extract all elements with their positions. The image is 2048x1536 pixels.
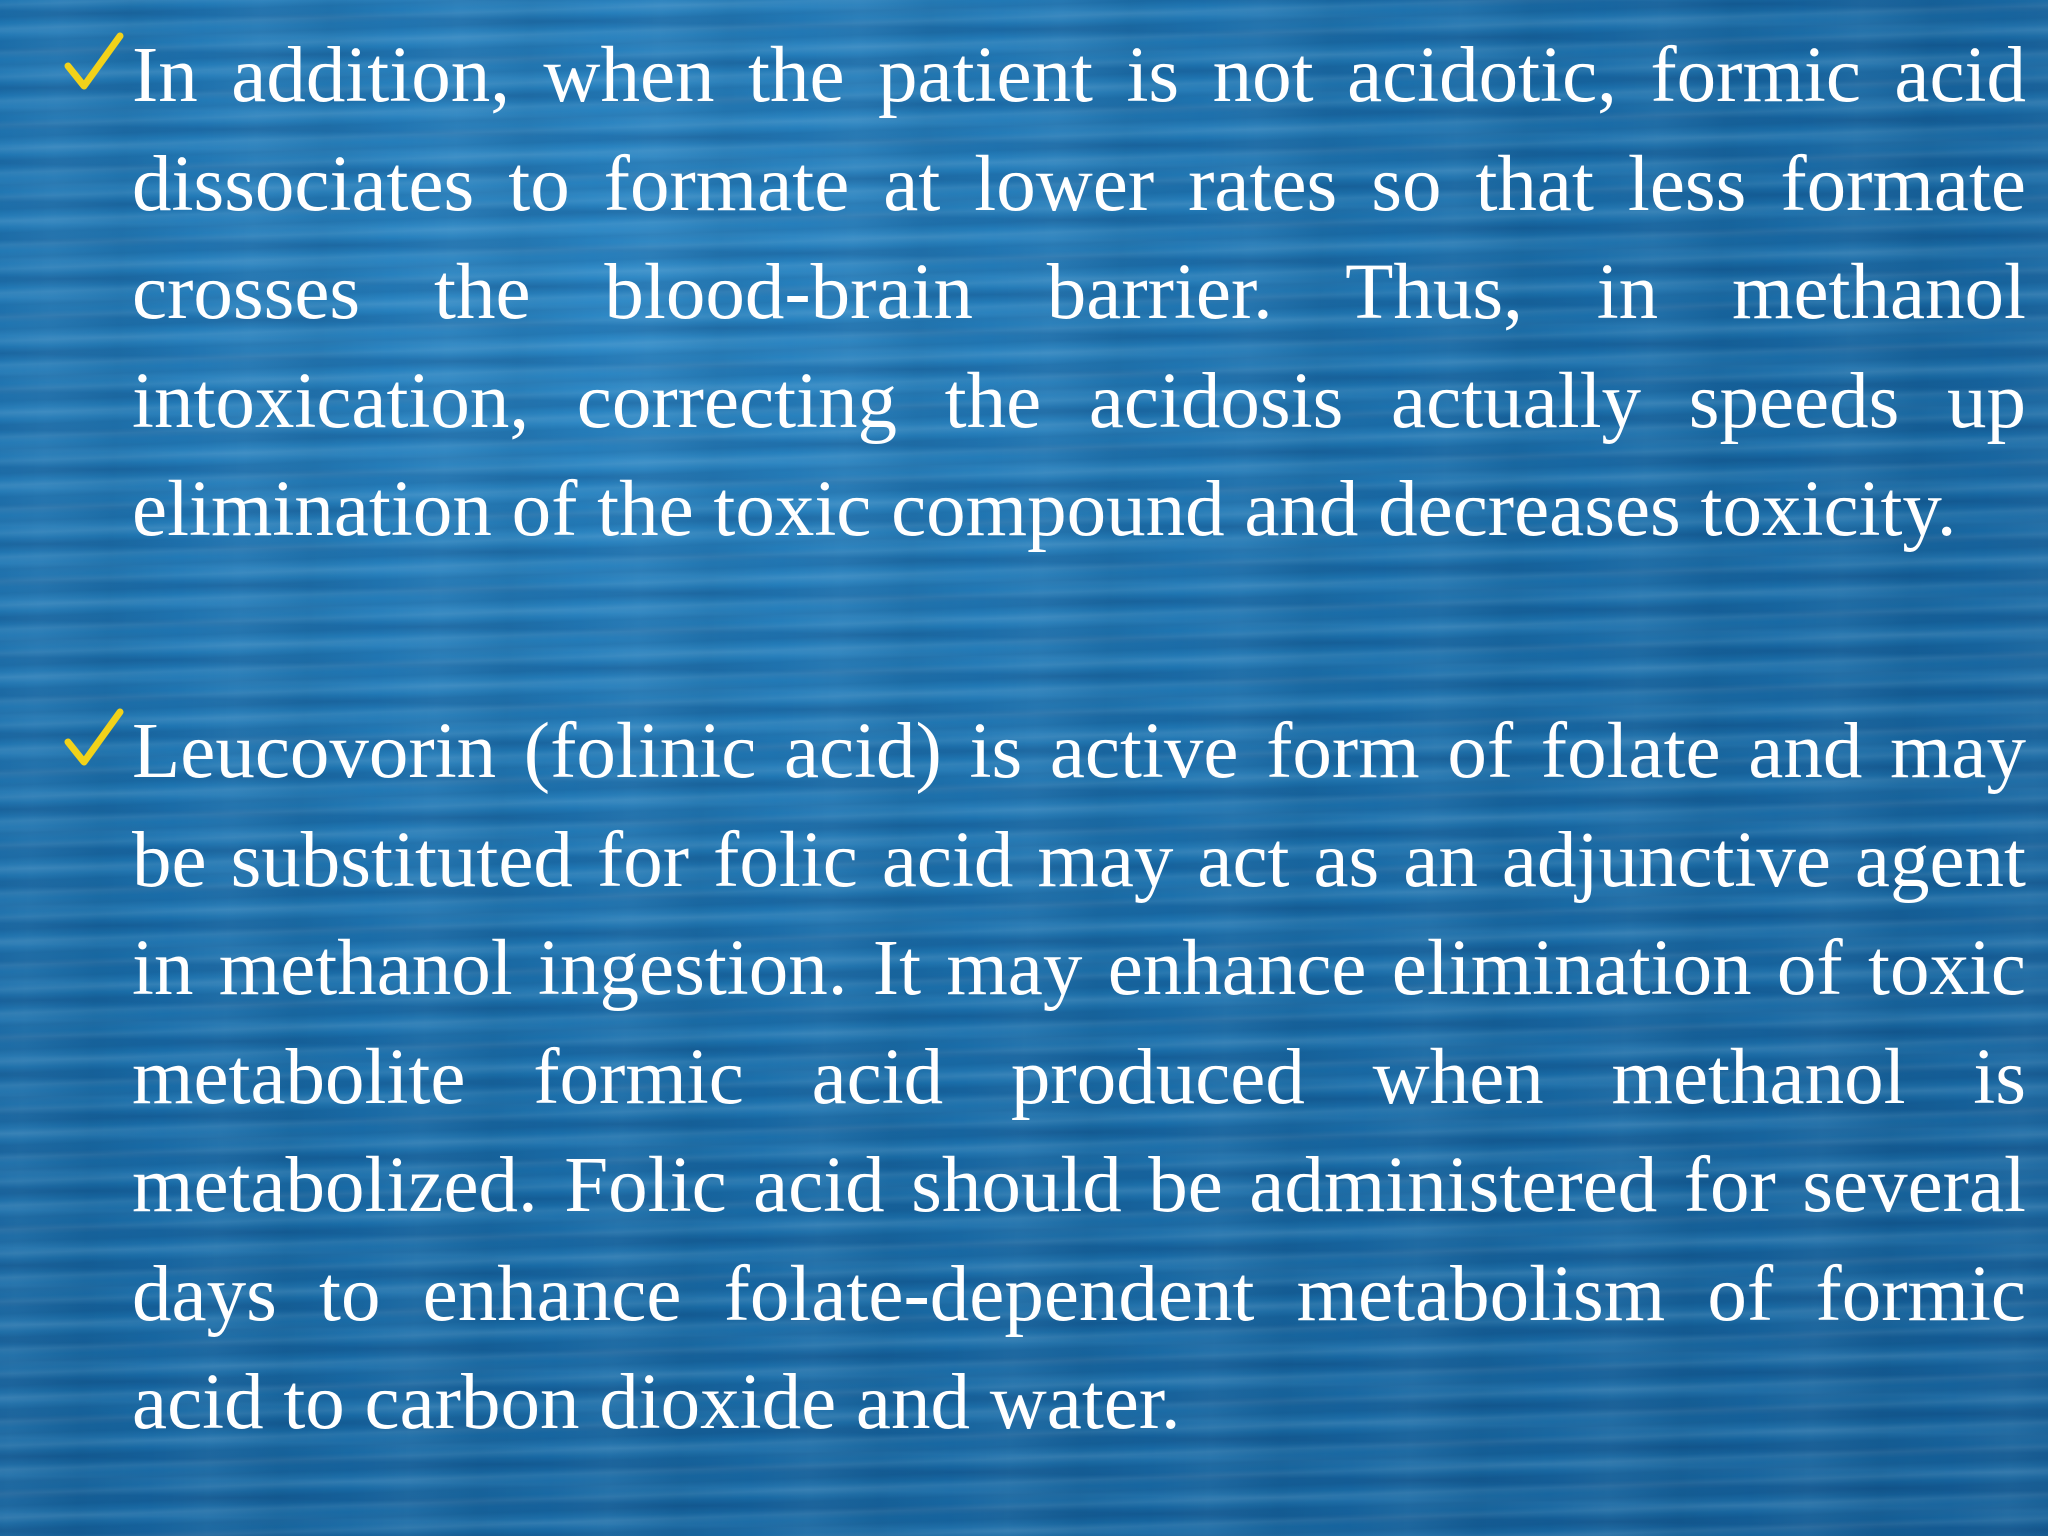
bullet-item — [60, 698, 2026, 1458]
checkmark-icon — [60, 26, 132, 98]
bullet-text: Leucovorin (folinic acid) is active form of folate and may be substituted for folic acid may act as an adjunctive agent in methanol ingestion. It may enhance elimination of toxic metabolite formic acid produced when methanol is metabolized. Folic acid should be administered for several days to enhance folate-dependent metabolism of formic acid to carbon dioxide and water. — [132, 708, 2026, 1446]
bullet-text: In addition, when the patient is not acidotic, formic acid dissociates to formate at lower rates so that less formate crosses the blood-brain barrier. Thus, in methanol intoxication, correcting the acidosis actually speeds up elimination of the toxic compound and decreases toxicity. — [132, 32, 2026, 553]
checkmark-icon — [60, 702, 132, 774]
bullet-item — [60, 22, 2026, 565]
